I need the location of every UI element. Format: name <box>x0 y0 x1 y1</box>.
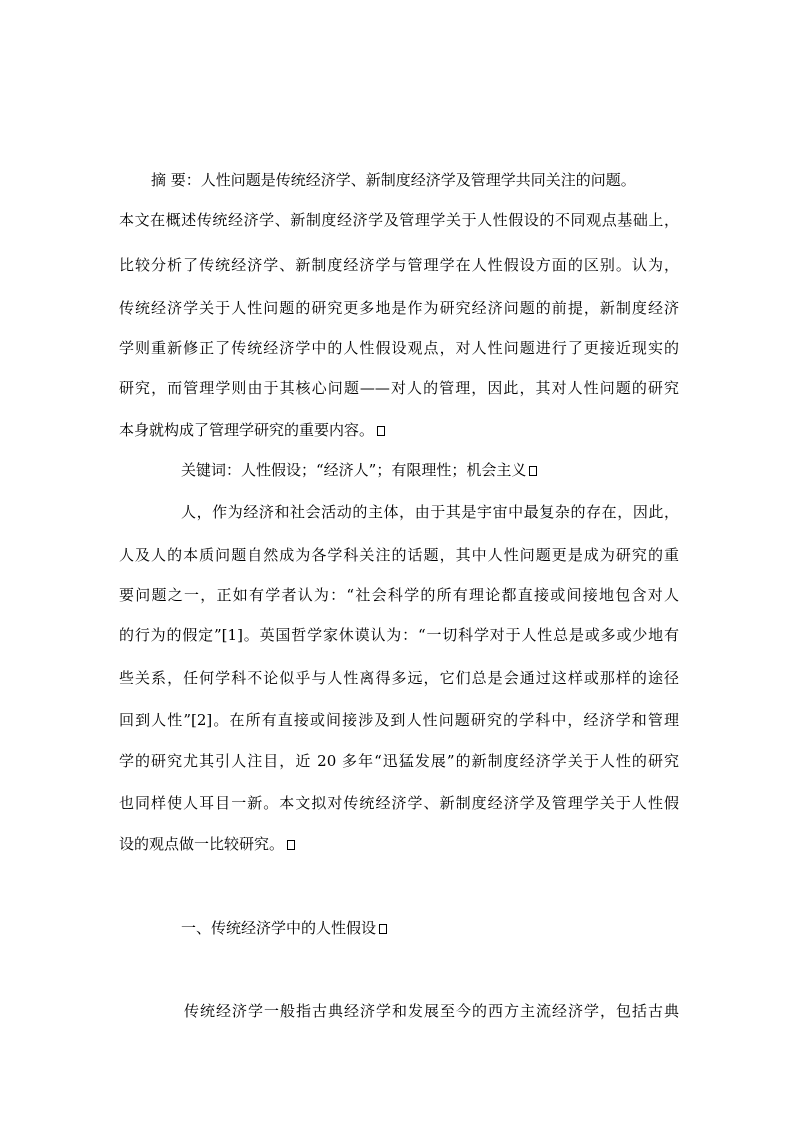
intro-line: 要问题之一，正如有学者认为：“社会科学的所有理论都直接或间接地包含对人 <box>119 586 679 604</box>
paragraph-mark-icon <box>377 426 385 436</box>
paragraph-mark-icon <box>379 924 387 934</box>
abstract-line: 学则重新修正了传统经济学中的人性假设观点，对人性问题进行了更接近现实的 <box>119 339 679 357</box>
paragraph-mark-icon <box>529 466 537 476</box>
intro-line: 人，作为经济和社会活动的主体，由于其是宇宙中最复杂的存在，因此， <box>181 503 679 521</box>
intro-line: 人及人的本质问题自然成为各学科关注的话题，其中人性问题更是成为研究的重 <box>119 546 679 564</box>
intro-line: 的行为的假定”[1]。英国哲学家休谟认为：“一切科学对于人性总是或多或少地有 <box>119 626 679 644</box>
keywords: 关键词：人性假设；“经济人”；有限理性；机会主义 <box>181 461 527 479</box>
abstract-line: 传统经济学关于人性问题的研究更多地是作为研究经济问题的前提，新制度经济 <box>119 299 679 317</box>
abstract-last-line <box>119 420 385 440</box>
section-heading-text: 一、传统经济学中的人性假设 <box>181 919 377 937</box>
intro-line: 设的观点做一比较研究。 <box>119 835 285 853</box>
intro-last-line <box>119 834 295 854</box>
abstract-label: 摘 要： <box>151 171 201 189</box>
abstract-line: 比较分析了传统经济学、新制度经济学与管理学在人性假设方面的区别。认为， <box>119 256 679 274</box>
abstract-line: 本文在概述传统经济学、新制度经济学及管理学关于人性假设的不同观点基础上， <box>119 211 679 229</box>
section-body-line: 传统经济学一般指古典经济学和发展至今的西方主流经济学，包括古典 <box>184 1002 679 1020</box>
abstract-line: 本身就构成了管理学研究的重要内容。 <box>119 421 375 439</box>
section-heading <box>181 918 387 938</box>
keywords-line <box>181 460 537 480</box>
intro-line: 些关系，任何学科不论似乎与人性离得多远，它们总是会通过这样或那样的途径 <box>119 669 679 687</box>
intro-line: 也同样使人耳目一新。本文拟对传统经济学、新制度经济学及管理学关于人性假 <box>119 794 679 812</box>
intro-line: 回到人性”[2]。在所有直接或间接涉及到人性问题研究的学科中，经济学和管理 <box>119 711 679 729</box>
paragraph-mark-icon <box>287 840 295 850</box>
abstract-text: 人性问题是传统经济学、新制度经济学及管理学共同关注的问题。 <box>200 171 636 189</box>
intro-line: 学的研究尤其引人注目，近 20 多年“迅猛发展”的新制度经济学关于人性的研究 <box>119 752 679 770</box>
abstract-line: 研究，而管理学则由于其核心问题——对人的管理，因此，其对人性问题的研究 <box>119 379 679 397</box>
abstract-first-line <box>151 170 636 190</box>
